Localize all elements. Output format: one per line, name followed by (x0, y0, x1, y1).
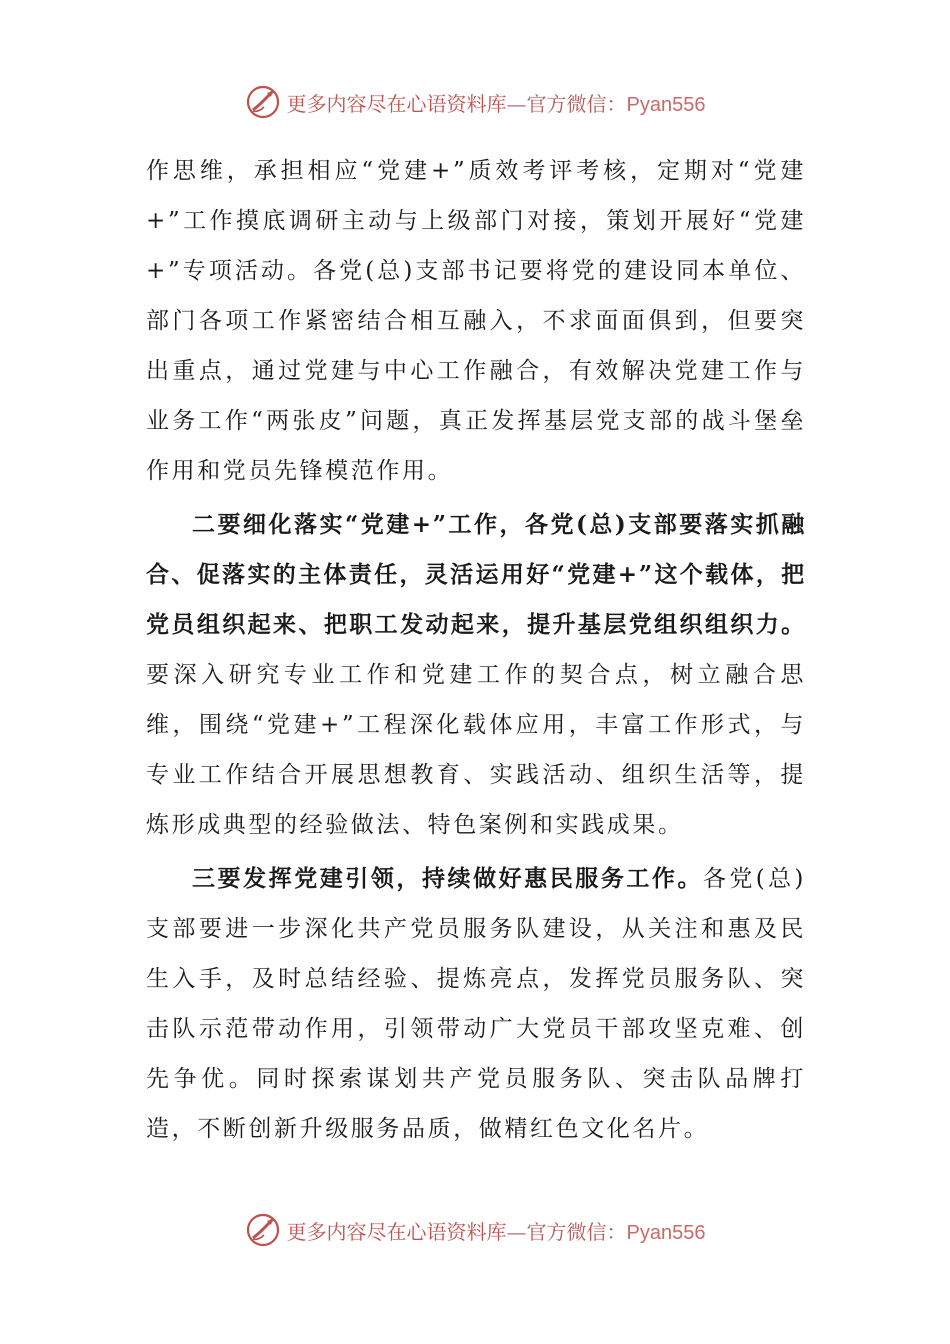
paragraph-1-body: 作思维，承担相应“党建+”质效考评考核，定期对“党建+”工作摸底调研主动与上级部门对接，策划开展好“党建+”专项活动。各党(总)支部书记要将党的建设同本单位、部门各项工作紧密结合相互融入，不求面面俱到，但要突出重点，通过党建与中心工作融合，有效解决党建工作与业务工作“两张皮”问题，真正发挥基层党支部的战斗堡垒作用和党员先锋模范作用。 (146, 158, 806, 484)
document-body (146, 146, 806, 1154)
paragraph-1 (146, 146, 806, 496)
footer-banner (0, 1210, 950, 1250)
banner-site-name: 更多内容尽在心语资料库 (286, 1219, 507, 1244)
paragraph-3 (146, 854, 806, 1154)
banner-wechat-id: Pyan556 (626, 1221, 706, 1244)
header-banner (0, 82, 950, 122)
banner-wechat-id: Pyan556 (626, 93, 706, 116)
paragraph-2-body: 要深入研究专业工作和党建工作的契合点，树立融合思维，围绕“党建+”工程深化载体应用，丰富工作形式，与专业工作结合开展思想教育、实践活动、组织生活等，提炼形成典型的经验做法、特色案例和实践成果。 (146, 662, 806, 838)
banner-dash: — (506, 91, 527, 116)
banner-dash: — (506, 1219, 527, 1244)
banner-wechat-label: 官方微信： (526, 1219, 627, 1244)
pen-logo-icon (245, 84, 281, 120)
paragraph-2-lead: 二要细化落实“党建+”工作，各党(总)支部要落实抓融合、促落实的主体责任，灵活运用好“党建+”这个载体，把党员组织起来、把职工发动起来，提升基层党组织组织力。 (146, 511, 806, 638)
pen-logo-icon (245, 1212, 281, 1248)
paragraph-3-body: 各党(总)支部要进一步深化共产党员服务队建设，从关注和惠及民生入手，及时总结经验、提炼亮点，发挥党员服务队、突击队示范带动作用，引领带动广大党员干部攻坚克难、创先争优。同时探索谋划共产党员服务队、突击队品牌打造，不断创新升级服务品质，做精红色文化名片。 (146, 866, 807, 1142)
banner-site-name: 更多内容尽在心语资料库 (286, 91, 507, 116)
paragraph-2 (146, 500, 806, 850)
banner-wechat-label: 官方微信： (526, 91, 627, 116)
paragraph-3-lead: 三要发挥党建引领，持续做好惠民服务工作。 (192, 865, 704, 892)
